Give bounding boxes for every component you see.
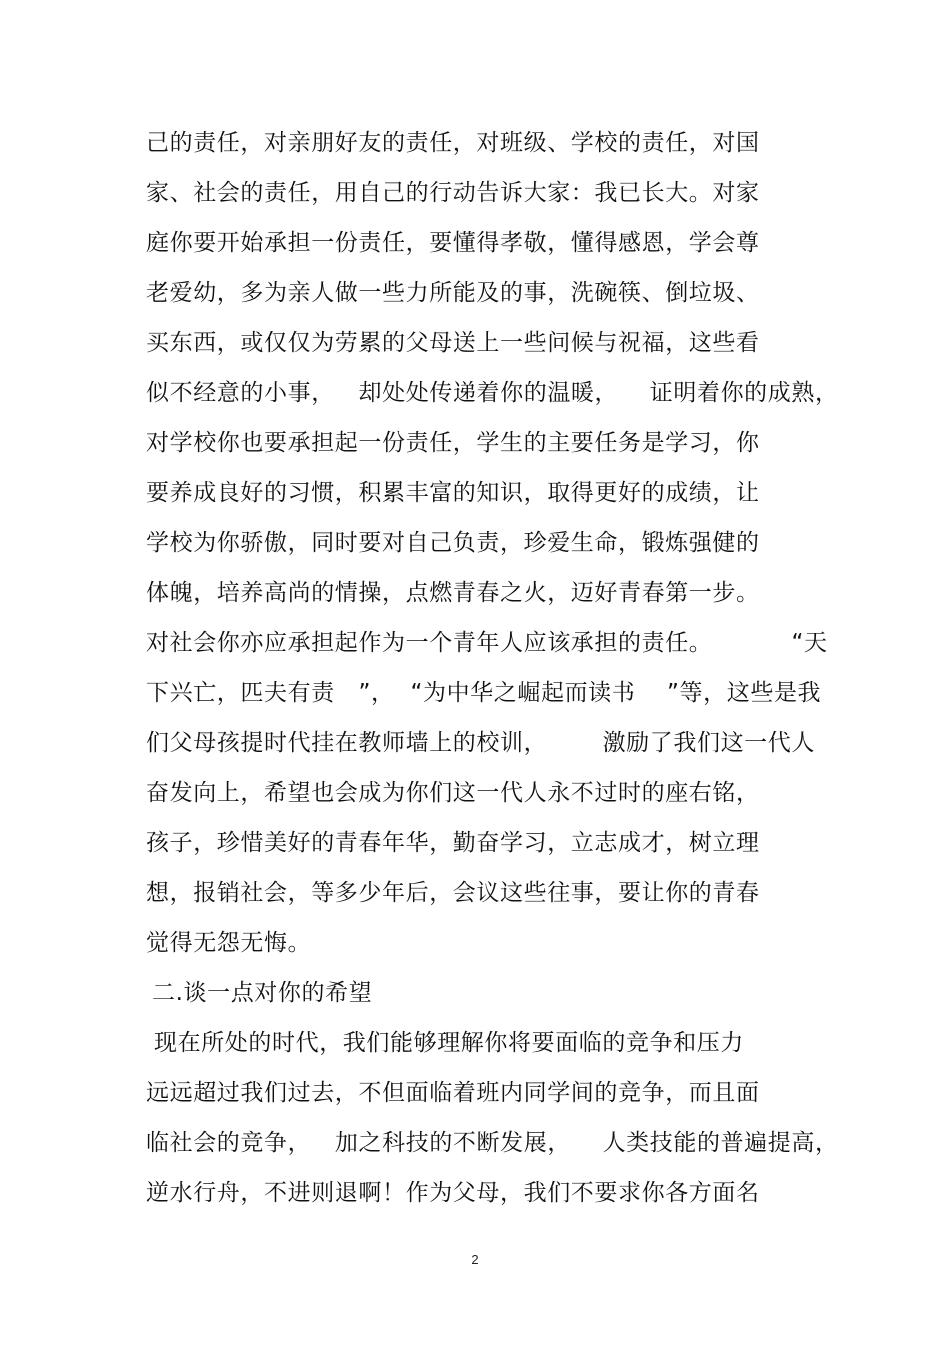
section-heading: 二.谈一点对你的希望	[152, 980, 373, 1006]
text-line: 现在所处的时代，我们能够理解你将要面临的竞争和压力	[154, 1030, 744, 1056]
text-line: 家、社会的责任，用自己的行动告诉大家：我已长大。对家	[146, 180, 760, 206]
text-line: 似不经意的小事， 却处处传递着你的温暖， 证明着你的成熟，	[146, 380, 839, 406]
text-line: 们父母孩提时代挂在教师墙上的校训， 激励了我们这一代人	[146, 730, 815, 756]
text-line: 奋发向上，希望也会成为你们这一代人永不过时的座右铭，	[146, 780, 760, 806]
text-line: 远远超过我们过去，不但面临着班内同学间的竞争，而且面	[146, 1080, 760, 1106]
text-line: 老爱幼，多为亲人做一些力所能及的事，洗碗筷、倒垃圾、	[146, 280, 760, 306]
text-line: 逆水行舟，不进则退啊！作为父母，我们不要求你各方面名	[146, 1180, 760, 1206]
text-line: 庭你要开始承担一份责任，要懂得孝敬，懂得感恩，学会尊	[146, 230, 760, 256]
text-line: 对社会你亦应承担起作为一个青年人应该承担的责任。 “天	[146, 630, 828, 656]
text-line: 临社会的竞争， 加之科技的不断发展， 人类技能的普遍提高，	[146, 1130, 839, 1156]
text-line: 体魄，培养高尚的情操，点燃青春之火，迈好青春第一步。	[146, 580, 760, 606]
text-line: 买东西，或仅仅为劳累的父母送上一些问候与祝福，这些看	[146, 330, 760, 356]
text-line: 孩子，珍惜美好的青春年华，勤奋学习，立志成才，树立理	[146, 830, 760, 856]
text-line: 下兴亡，匹夫有责 ”， “为中华之崛起而读书 ”等，这些是我	[146, 680, 822, 706]
text-line: 对学校你也要承担起一份责任，学生的主要任务是学习，你	[146, 430, 760, 456]
text-line: 己的责任，对亲朋好友的责任，对班级、学校的责任，对国	[146, 130, 760, 156]
text-line: 觉得无怨无悔。	[146, 930, 312, 956]
page-number: 2	[471, 1252, 479, 1267]
text-line: 想，报销社会，等多少年后，会议这些往事，要让你的青春	[146, 880, 760, 906]
text-line: 要养成良好的习惯，积累丰富的知识，取得更好的成绩，让	[146, 480, 760, 506]
text-line: 学校为你骄傲，同时要对自己负责，珍爱生命，锻炼强健的	[146, 530, 760, 556]
